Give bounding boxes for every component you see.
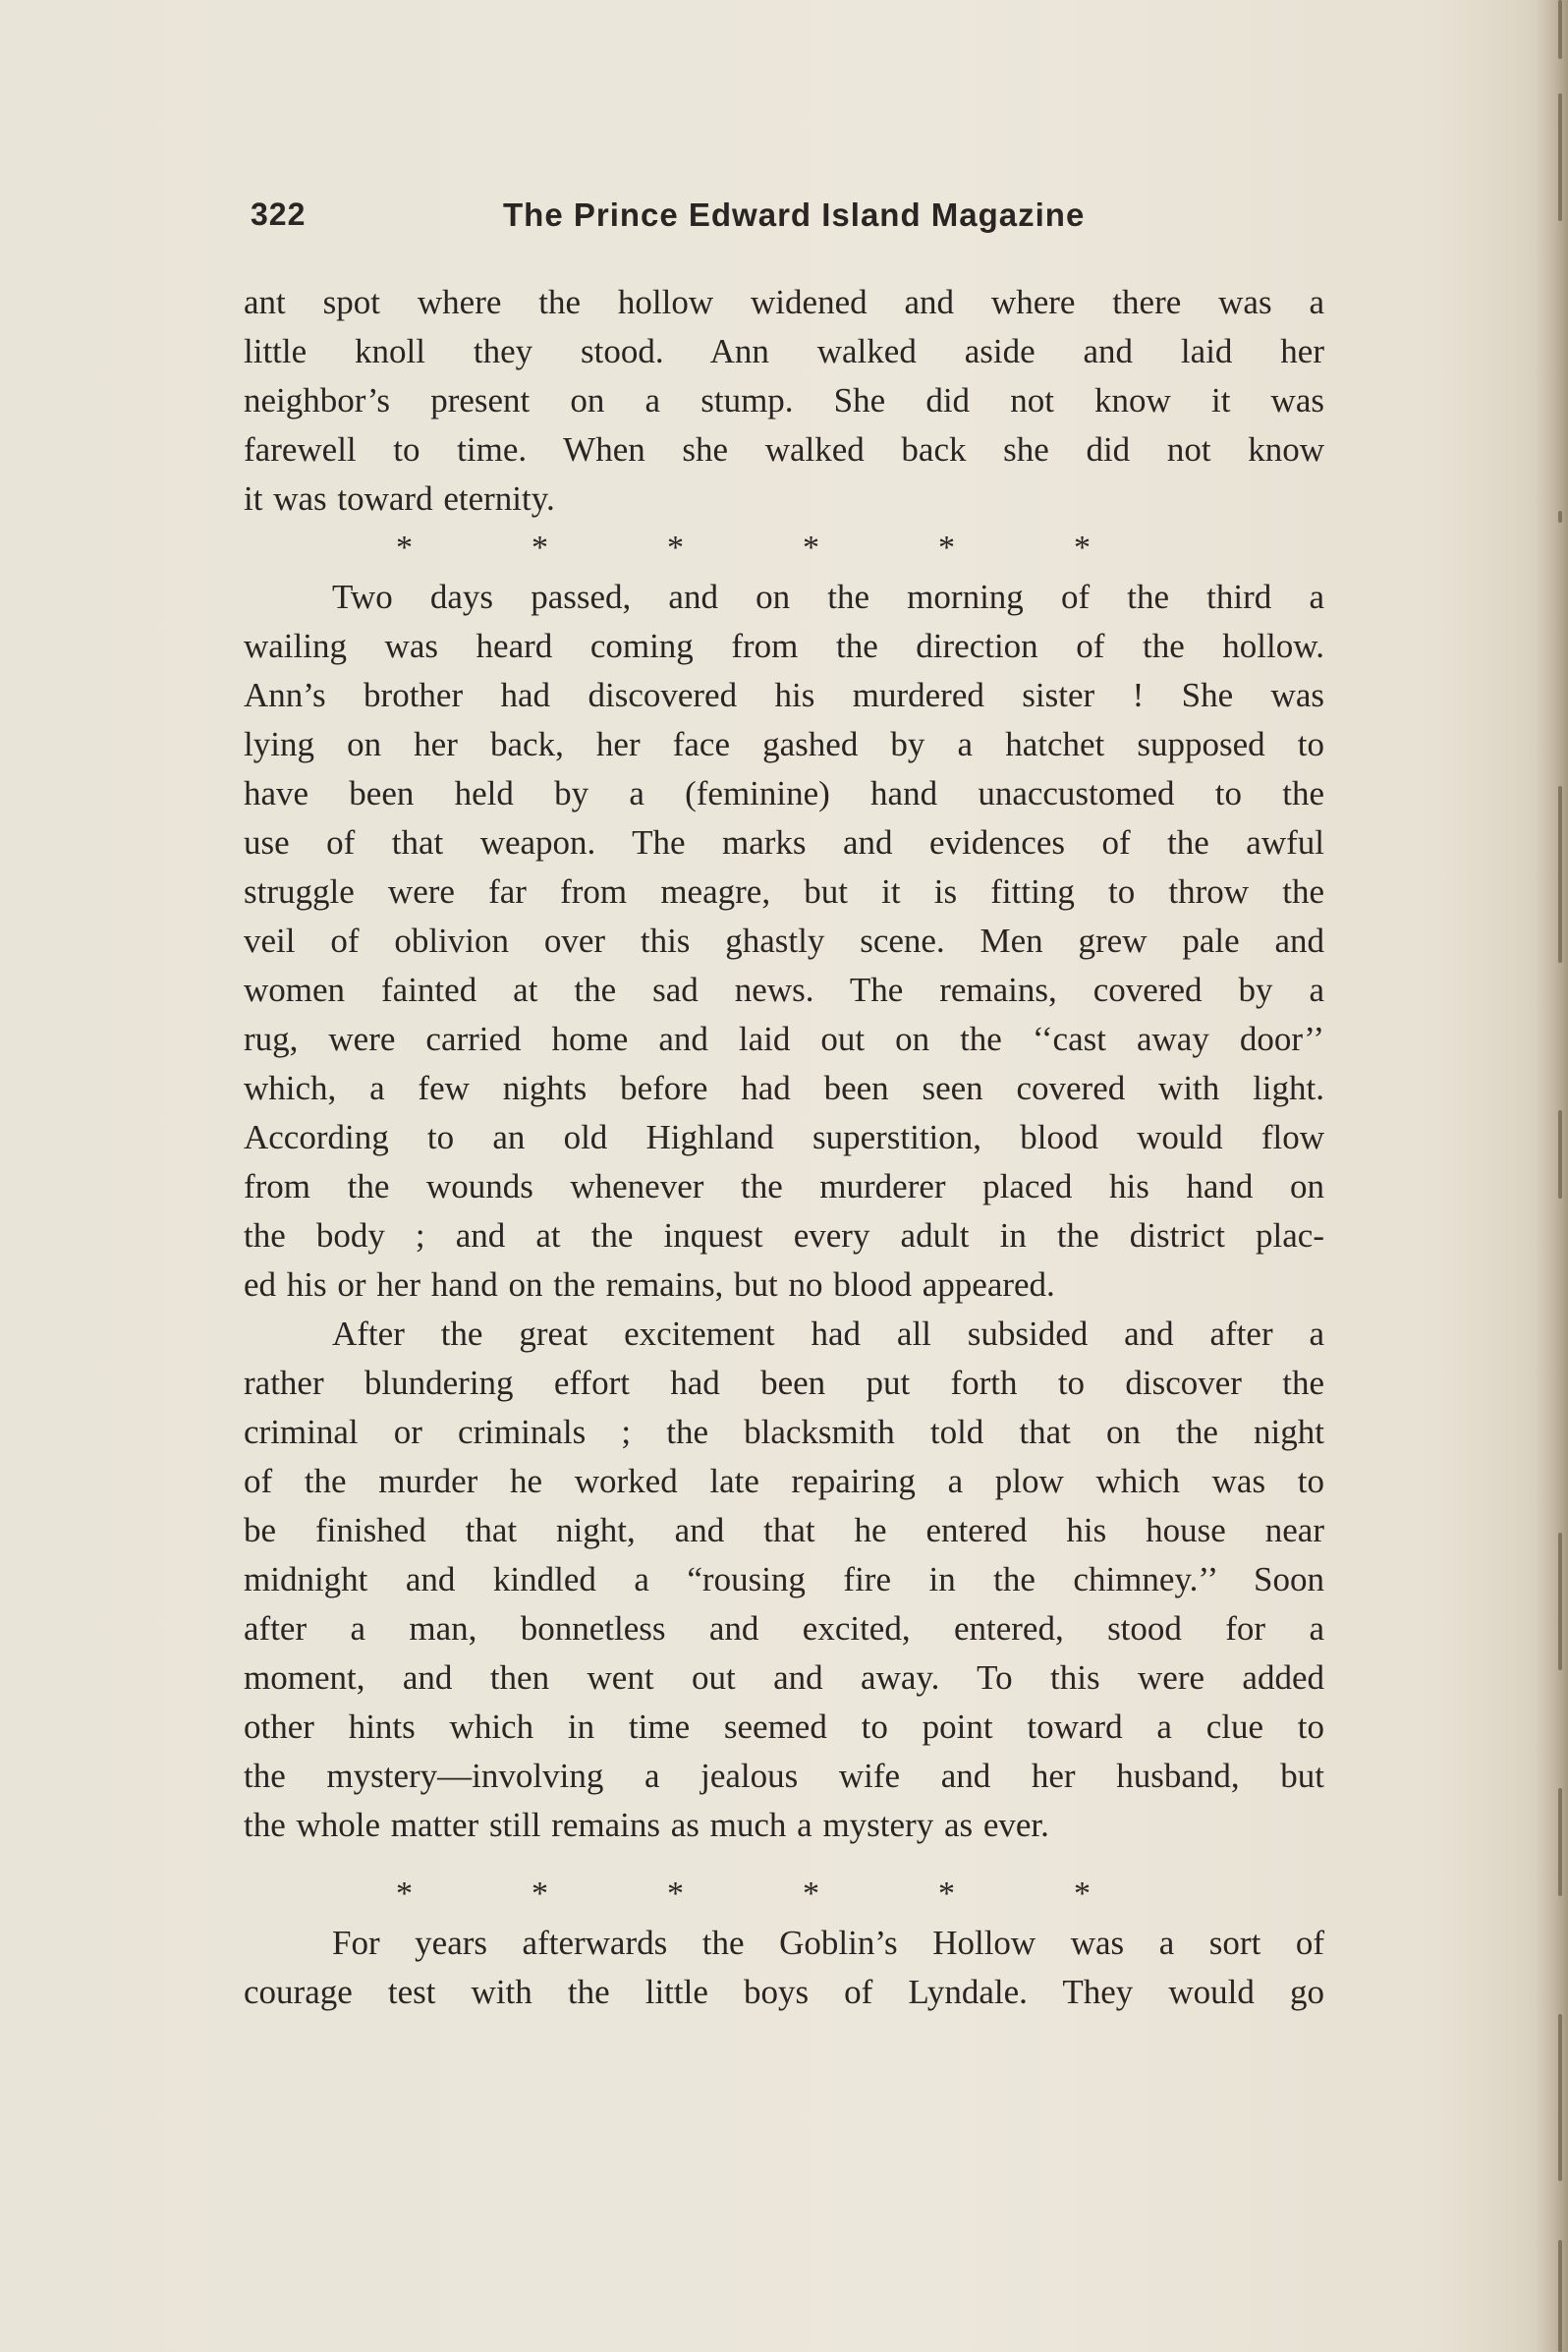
separator-star: * (1074, 530, 1091, 566)
page-edge-mark (1558, 511, 1562, 523)
separator-star: * (532, 530, 548, 566)
separator-star: * (803, 1876, 819, 1912)
section-separator (244, 1870, 1324, 1919)
separator-star: * (396, 1876, 413, 1912)
separator-star: * (532, 1876, 548, 1912)
text-line: use of that weapon. The marks and evidences of the awful (244, 823, 1324, 862)
page-edge-mark (1558, 2240, 1562, 2352)
text-line: farewell to time. When she walked back she did not know (244, 430, 1324, 469)
separator-star: * (803, 530, 819, 566)
separator-star: * (938, 530, 955, 566)
text-line: from the wounds whenever the murderer placed his hand on (244, 1167, 1324, 1205)
text-line: the mystery—involving a jealous wife and her husband, but (244, 1757, 1324, 1795)
paragraph-goblins-hollow (244, 1919, 1324, 2017)
running-title: The Prince Edward Island Magazine (503, 196, 1086, 233)
separator-star: * (1074, 1876, 1091, 1912)
section-separator (244, 524, 1324, 573)
text-line: Ann’s brother had discovered his murdered sister ! She was (244, 676, 1324, 714)
text-line: moment, and then went out and away. To this were added (244, 1658, 1324, 1697)
paragraph-continuation (244, 278, 1324, 524)
page-edge-mark (1558, 1533, 1562, 1670)
page-edge-mark (1558, 2014, 1562, 2181)
text-line: the body ; and at the inquest every adult in the district plac- (244, 1216, 1324, 1255)
page-number: 322 (251, 196, 307, 232)
text-line: After the great excitement had all subsided and after a (332, 1315, 1324, 1353)
page-edge-mark (1558, 1110, 1562, 1199)
paragraph-murder-discovered (244, 573, 1324, 1310)
separator-star: * (938, 1876, 955, 1912)
text-line: ed his or her hand on the remains, but no blood appeared. (244, 1265, 1055, 1304)
text-line: According to an old Highland superstition, blood would flow (244, 1118, 1324, 1156)
spacer (244, 1850, 1324, 1870)
text-line: wailing was heard coming from the direction of the hollow. (244, 627, 1324, 665)
running-head (251, 196, 1331, 246)
text-line: little knoll they stood. Ann walked aside and laid her (244, 332, 1324, 370)
text-line: have been held by a (feminine) hand unaccustomed to the (244, 774, 1324, 812)
text-line: struggle were far from meagre, but it is fitting to throw the (244, 872, 1324, 911)
page-edge-shadow (1535, 0, 1568, 2352)
body-text (244, 278, 1324, 2017)
text-line: criminal or criminals ; the blacksmith told that on the night (244, 1413, 1324, 1451)
text-line: after a man, bonnetless and excited, entered, stood for a (244, 1609, 1324, 1648)
text-line: other hints which in time seemed to point toward a clue to (244, 1708, 1324, 1746)
text-line: it was toward eternity. (244, 479, 555, 518)
separator-star: * (667, 530, 684, 566)
separator-star: * (667, 1876, 684, 1912)
text-line: veil of oblivion over this ghastly scene. Men grew pale and (244, 922, 1324, 960)
text-line: of the murder he worked late repairing a plow which was to (244, 1462, 1324, 1500)
paragraph-blacksmith (244, 1310, 1324, 1850)
text-line: be finished that night, and that he entered his house near (244, 1511, 1324, 1549)
text-line: rather blundering effort had been put forth to discover the (244, 1364, 1324, 1402)
text-line: ant spot where the hollow widened and where there was a (244, 283, 1324, 321)
page-edge-mark (1558, 786, 1562, 963)
page-edge-mark (1558, 1788, 1562, 1896)
text-line: women fainted at the sad news. The remains, covered by a (244, 971, 1324, 1009)
text-line: Two days passed, and on the morning of the third a (332, 578, 1324, 616)
text-line: rug, were carried home and laid out on the ‘‘cast away door’’ (244, 1020, 1324, 1058)
text-line: lying on her back, her face gashed by a hatchet supposed to (244, 725, 1324, 763)
page-edge-mark (1558, 93, 1562, 221)
text-line: midnight and kindled a “rousing fire in the chimney.’’ Soon (244, 1560, 1324, 1598)
text-line: which, a few nights before had been seen covered with light. (244, 1069, 1324, 1107)
text-line: neighbor’s present on a stump. She did not know it was (244, 381, 1324, 420)
text-line: the whole matter still remains as much a mystery as ever. (244, 1806, 1049, 1844)
separator-star: * (396, 530, 413, 566)
text-line: For years afterwards the Goblin’s Hollow was a sort of (332, 1924, 1324, 1962)
text-line: courage test with the little boys of Lyndale. They would go (244, 1973, 1324, 2011)
page-edge-mark (1558, 0, 1562, 59)
